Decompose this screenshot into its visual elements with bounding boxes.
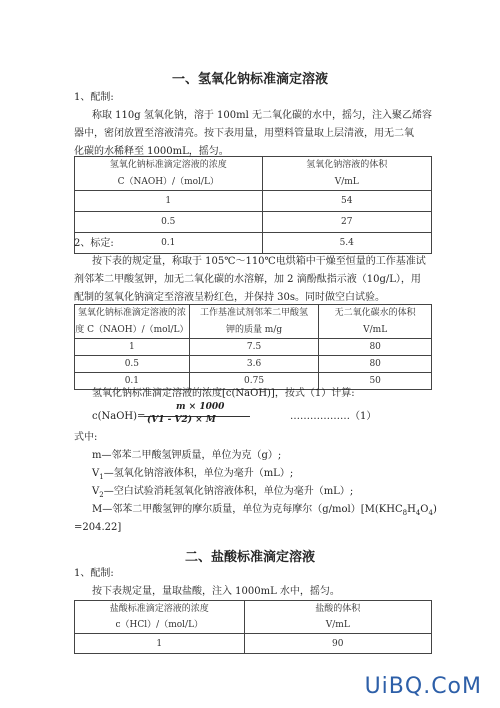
var-v1-text: —氢氧化钠溶液体积，单位为毫升（mL）;	[103, 468, 294, 479]
var-M-text: M—邻苯二甲酸氢钾的摩尔质量，单位为克每摩尔（g/mol）[M(KHC	[92, 504, 403, 515]
formula-numerator: m × 1000	[176, 402, 225, 412]
var-molar-mass	[92, 502, 437, 521]
calib-heading: 2、标定:	[74, 238, 114, 249]
prep-line-1: 称取 110g 氢氧化钠，溶于 100ml 无二氧化碳的水中，摇匀，注入聚乙烯容	[92, 110, 432, 121]
formula-reference: ………………（1）	[290, 411, 377, 422]
table1-header2-c2: V/mL	[262, 174, 432, 191]
table2-header2-c3: V/mL	[319, 322, 432, 339]
var-molar-mass-cont: =204.22]	[74, 522, 122, 533]
var-m: m—邻苯二甲酸氢钾质量，单位为克（g）;	[92, 450, 282, 461]
table1-header1-c2: 氢氧化钠溶液的体积	[262, 157, 432, 174]
table1-header1-c1: 氢氧化钠标准滴定溶液的浓度	[75, 157, 263, 174]
calib-line-2: 剂邻苯二甲酸氢钾，加无二氧化碳的水溶解，加 2 滴酚酞指示液（10g/L），用	[74, 274, 421, 285]
table1-cell: 0.5	[75, 212, 263, 233]
site-watermark: UiBQ.CoM	[364, 674, 482, 699]
var-M-O: O	[420, 504, 429, 515]
var-v2-text: —空白试验消耗氢氧化钠溶液体积，单位为毫升（mL）;	[103, 486, 354, 497]
var-M-H: H	[407, 504, 416, 515]
table1-cell: 5.4	[262, 233, 432, 254]
table2-header2-c1: 度 C（NAOH）/（mol/L）	[75, 322, 190, 339]
hcl-prep-table	[74, 600, 432, 654]
var-M-close: )	[432, 504, 437, 515]
table-row	[75, 634, 432, 654]
prep-heading: 1、配制:	[74, 92, 114, 103]
var-v2-subscript: 2	[99, 491, 104, 499]
var-v2-symbol: V	[92, 486, 100, 497]
calib-line-1: 按下表的规定量，称取于 105℃～110℃电烘箱中干燥至恒量的工作基准试	[92, 256, 426, 267]
var-M-sub-4a: 4	[415, 509, 421, 517]
table2-header1-c1: 氢氧化钠标准滴定溶液的浓	[75, 305, 190, 322]
section2-title: 二、盐酸标准滴定溶液	[184, 550, 315, 565]
table3-header1-c1: 盐酸标准滴定溶液的浓度	[75, 601, 245, 617]
table2-cell: 50	[319, 373, 432, 390]
section2-prep-line: 按下表规定量，量取盐酸，注入 1000mL 水中，摇匀。	[92, 586, 340, 597]
formula-denominator: (V1 - V2) × M	[147, 415, 216, 425]
formula-lhs: c(NaOH)=	[92, 411, 146, 422]
table2-header2-c2: 钾的质量 m/g	[189, 322, 319, 339]
var-M-sub-4b: 4	[428, 509, 433, 517]
table1-cell: 1	[75, 191, 263, 212]
table-row	[75, 233, 432, 254]
table2-cell: 80	[319, 356, 432, 373]
table1-cell: 0.1	[75, 233, 263, 254]
table3-cell: 1	[75, 634, 245, 654]
var-M-sub-8: 8	[402, 509, 408, 517]
section1-title: 一、氢氧化钠标准滴定溶液	[171, 72, 328, 87]
table2-cell: 7.5	[189, 339, 319, 356]
calib-line-3: 配制的氢氧化钠滴定至溶液呈粉红色，并保持 30s。同时做空白试验。	[74, 292, 386, 303]
table1-header2-c1: C（NAOH）/（mol/L）	[75, 174, 263, 191]
var-v1	[92, 466, 293, 485]
table3-header1-c2: 盐酸的体积	[244, 601, 431, 617]
table3-header2-c2: V/mL	[244, 617, 431, 634]
calibration-table	[74, 304, 432, 390]
table2-cell: 0.5	[75, 356, 190, 373]
var-v1-subscript: 1	[99, 473, 104, 481]
calc-intro: 氢氧化钠标准滴定溶液的浓度[c(NaOH)]，按式（1）计算:	[92, 388, 355, 399]
table-row	[75, 191, 432, 212]
table2-cell: 80	[319, 339, 432, 356]
naoh-prep-table	[74, 156, 432, 254]
var-v2	[92, 484, 353, 503]
table3-header2-c1: c（HCl）/（mol/L）	[75, 617, 245, 634]
prep-line-3: 化碳的水稀释至 1000mL，摇匀。	[74, 146, 229, 157]
prep-line-2: 器中，密闭放置至溶液清亮。按下表用量，用塑料管量取上层清液，用无二氧	[74, 128, 414, 139]
table2-cell: 1	[75, 339, 190, 356]
table1-cell: 54	[262, 191, 432, 212]
table-row	[75, 356, 432, 373]
table2-cell: 0.75	[189, 373, 319, 390]
table2-header1-c2: 工作基准试剂邻苯二甲酸氢	[189, 305, 319, 322]
table-row	[75, 339, 432, 356]
table2-header1-c3: 无二氧化碳水的体积	[319, 305, 432, 322]
section2-prep-heading: 1、配制:	[74, 568, 114, 579]
table-row	[75, 212, 432, 233]
table3-cell: 90	[244, 634, 431, 654]
table2-cell: 0.1	[75, 373, 190, 390]
var-v1-symbol: V	[92, 468, 100, 479]
where-label: 式中:	[74, 432, 98, 443]
table1-cell: 27	[262, 212, 432, 233]
table2-cell: 3.6	[189, 356, 319, 373]
